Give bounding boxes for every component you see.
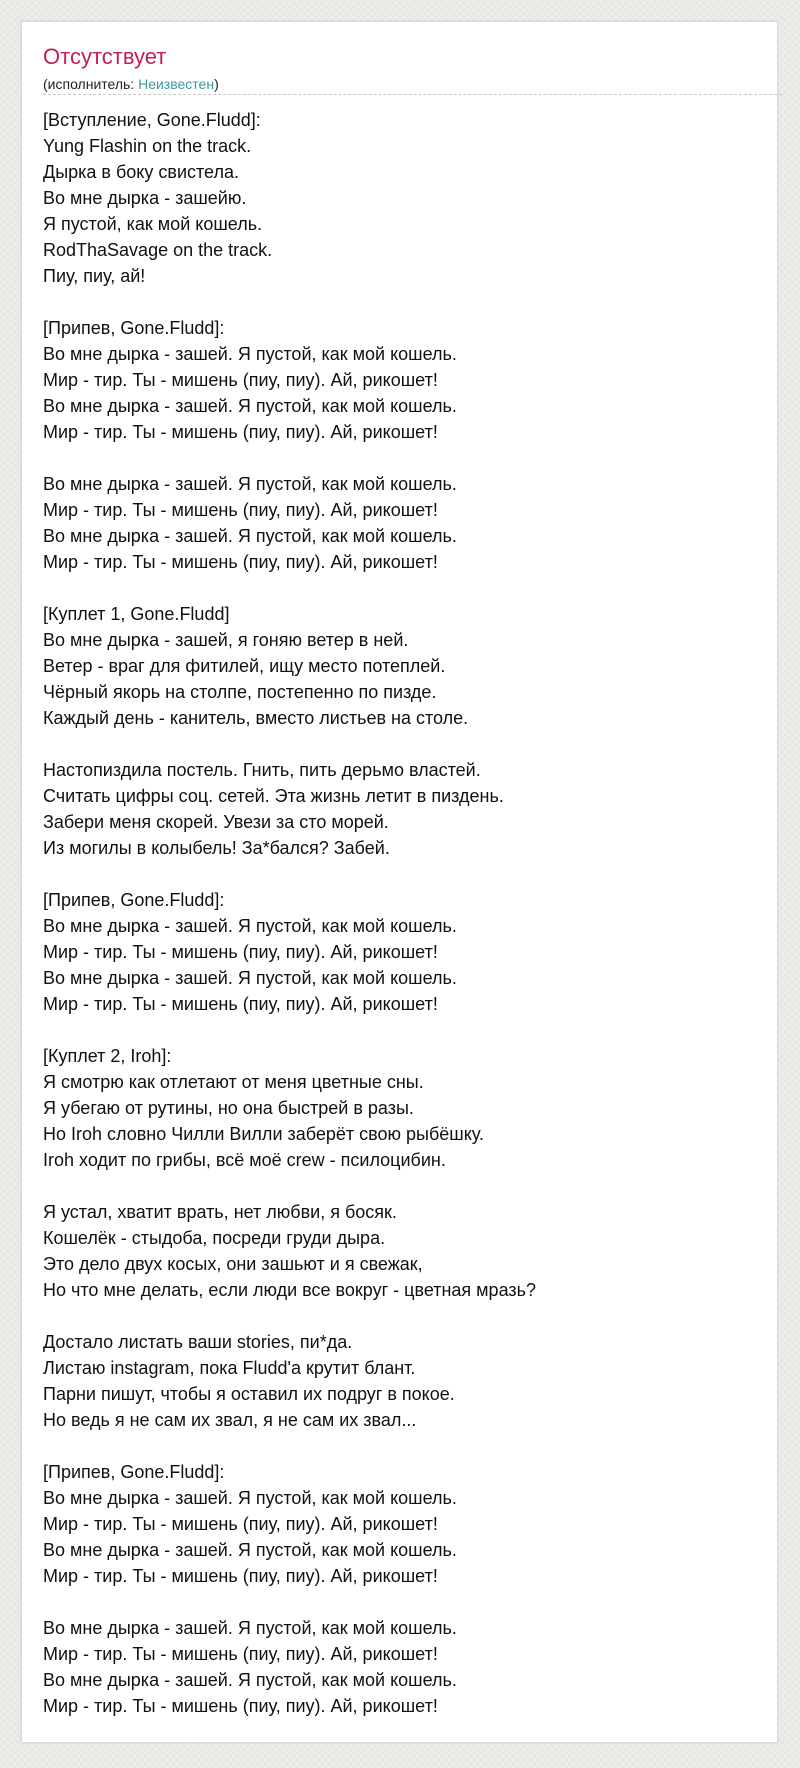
lyric-line: Каждый день - канитель, вместо листьев на столе. — [43, 708, 469, 728]
lyric-line: [Припев, Gone.Fludd]: — [43, 318, 225, 338]
lyrics-stanza — [43, 315, 763, 445]
lyric-line: Во мне дырка - зашей. Я пустой, как мой кошель. — [43, 526, 457, 546]
lyric-line: Парни пишут, чтобы я оставил их подруг в покое. — [43, 1384, 455, 1404]
lyric-line: Yung Flashin on the track. — [43, 136, 252, 156]
byline-prefix: (исполнитель: — [43, 76, 139, 92]
lyrics-stanza — [43, 1043, 763, 1173]
lyric-line: Во мне дырка - зашей. Я пустой, как мой кошель. — [43, 916, 457, 936]
lyric-line: Забери меня скорей. Увези за сто морей. — [43, 812, 389, 832]
lyric-line: Мир - тир. Ты - мишень (пиу, пиу). Ай, рикошет! — [43, 370, 438, 390]
lyrics-stanza — [43, 1329, 763, 1433]
lyric-line: Я пустой, как мой кошель. — [43, 214, 263, 234]
lyric-line: Пиу, пиу, ай! — [43, 266, 146, 286]
lyric-line: Кошелёк - стыдоба, посреди груди дыра. — [43, 1228, 386, 1248]
lyric-line: Считать цифры соц. сетей. Эта жизнь летит в пиздень. — [43, 786, 504, 806]
lyric-line: Во мне дырка - зашей. Я пустой, как мой кошель. — [43, 344, 457, 364]
lyric-line: Iroh ходит по грибы, всё моё crew - псилоцибин. — [43, 1150, 446, 1170]
lyric-line: Во мне дырка - зашей. Я пустой, как мой кошель. — [43, 396, 457, 416]
lyric-line: Мир - тир. Ты - мишень (пиу, пиу). Ай, рикошет! — [43, 1566, 438, 1586]
lyric-line: [Припев, Gone.Fludd]: — [43, 890, 225, 910]
lyric-line: Мир - тир. Ты - мишень (пиу, пиу). Ай, рикошет! — [43, 1644, 438, 1664]
lyric-line: Мир - тир. Ты - мишень (пиу, пиу). Ай, рикошет! — [43, 422, 438, 442]
song-title: Отсутствует — [43, 44, 167, 69]
lyric-line: RodThaSavage on the track. — [43, 240, 273, 260]
lyric-line: [Куплет 2, Iroh]: — [43, 1046, 172, 1066]
lyric-line: Мир - тир. Ты - мишень (пиу, пиу). Ай, рикошет! — [43, 942, 438, 962]
lyric-line: Но что мне делать, если люди все вокруг - цветная мразь? — [43, 1280, 537, 1300]
byline-suffix: ) — [214, 76, 219, 92]
lyric-line: Настопиздила постель. Гнить, пить дерьмо властей. — [43, 760, 481, 780]
lyric-line: Чёрный якорь на столпе, постепенно по пизде. — [43, 682, 437, 702]
lyric-line: Во мне дырка - зашей. Я пустой, как мой кошель. — [43, 968, 457, 988]
lyric-line: Из могилы в колыбель! За*бался? Забей. — [43, 838, 390, 858]
lyrics-stanza — [43, 471, 763, 575]
lyric-line: [Куплет 1, Gone.Fludd] — [43, 604, 230, 624]
lyrics-stanza — [43, 107, 763, 289]
lyric-line: Мир - тир. Ты - мишень (пиу, пиу). Ай, рикошет! — [43, 500, 438, 520]
lyrics-stanza — [43, 757, 763, 861]
lyric-line: Я устал, хватит врать, нет любви, я босяк. — [43, 1202, 397, 1222]
lyric-line: Дырка в боку свистела. — [43, 162, 239, 182]
lyric-line: Во мне дырка - зашей. Я пустой, как мой кошель. — [43, 1670, 457, 1690]
lyric-line: Мир - тир. Ты - мишень (пиу, пиу). Ай, рикошет! — [43, 994, 438, 1014]
lyrics-card — [21, 21, 778, 1743]
lyric-line: Листаю instagram, пока Fludd'a крутит блант. — [43, 1358, 416, 1378]
lyric-line: Во мне дырка - зашей. Я пустой, как мой кошель. — [43, 1540, 457, 1560]
artist-link[interactable]: Неизвестен — [138, 76, 215, 92]
lyric-line: Но ведь я не сам их звал, я не сам их звал... — [43, 1410, 417, 1430]
lyric-line: Я убегаю от рутины, но она быстрей в разы. — [43, 1098, 414, 1118]
lyric-line: Мир - тир. Ты - мишень (пиу, пиу). Ай, рикошет! — [43, 1514, 438, 1534]
lyrics-stanza — [43, 601, 763, 731]
lyrics-stanza — [43, 887, 763, 1017]
lyric-line: Во мне дырка - зашей, я гоняю ветер в ней. — [43, 630, 409, 650]
lyric-line: Во мне дырка - зашей. Я пустой, как мой кошель. — [43, 474, 457, 494]
lyric-line: [Вступление, Gone.Fludd]: — [43, 110, 261, 130]
lyric-line: Мир - тир. Ты - мишень (пиу, пиу). Ай, рикошет! — [43, 552, 438, 572]
lyric-line: Во мне дырка - зашей. Я пустой, как мой кошель. — [43, 1618, 457, 1638]
lyric-line: Я смотрю как отлетают от меня цветные сны. — [43, 1072, 424, 1092]
lyrics-stanza — [43, 1199, 763, 1303]
lyrics-stanza — [43, 1615, 763, 1719]
lyric-line: Ветер - враг для фитилей, ищу место потеплей. — [43, 656, 446, 676]
lyric-line: [Припев, Gone.Fludd]: — [43, 1462, 225, 1482]
lyric-line: Мир - тир. Ты - мишень (пиу, пиу). Ай, рикошет! — [43, 1696, 438, 1716]
lyrics-body — [43, 107, 763, 1745]
lyric-line: Но Iroh словно Чилли Вилли заберёт свою рыбёшку. — [43, 1124, 484, 1144]
lyric-line: Во мне дырка - зашей. Я пустой, как мой кошель. — [43, 1488, 457, 1508]
lyric-line: Достало листать ваши stories, пи*да. — [43, 1332, 353, 1352]
lyric-line: Во мне дырка - зашейю. — [43, 188, 247, 208]
lyric-line: Это дело двух косых, они зашьют и я свежак, — [43, 1254, 423, 1274]
lyrics-stanza — [43, 1459, 763, 1589]
header-divider — [43, 94, 782, 95]
artist-byline — [43, 76, 219, 93]
